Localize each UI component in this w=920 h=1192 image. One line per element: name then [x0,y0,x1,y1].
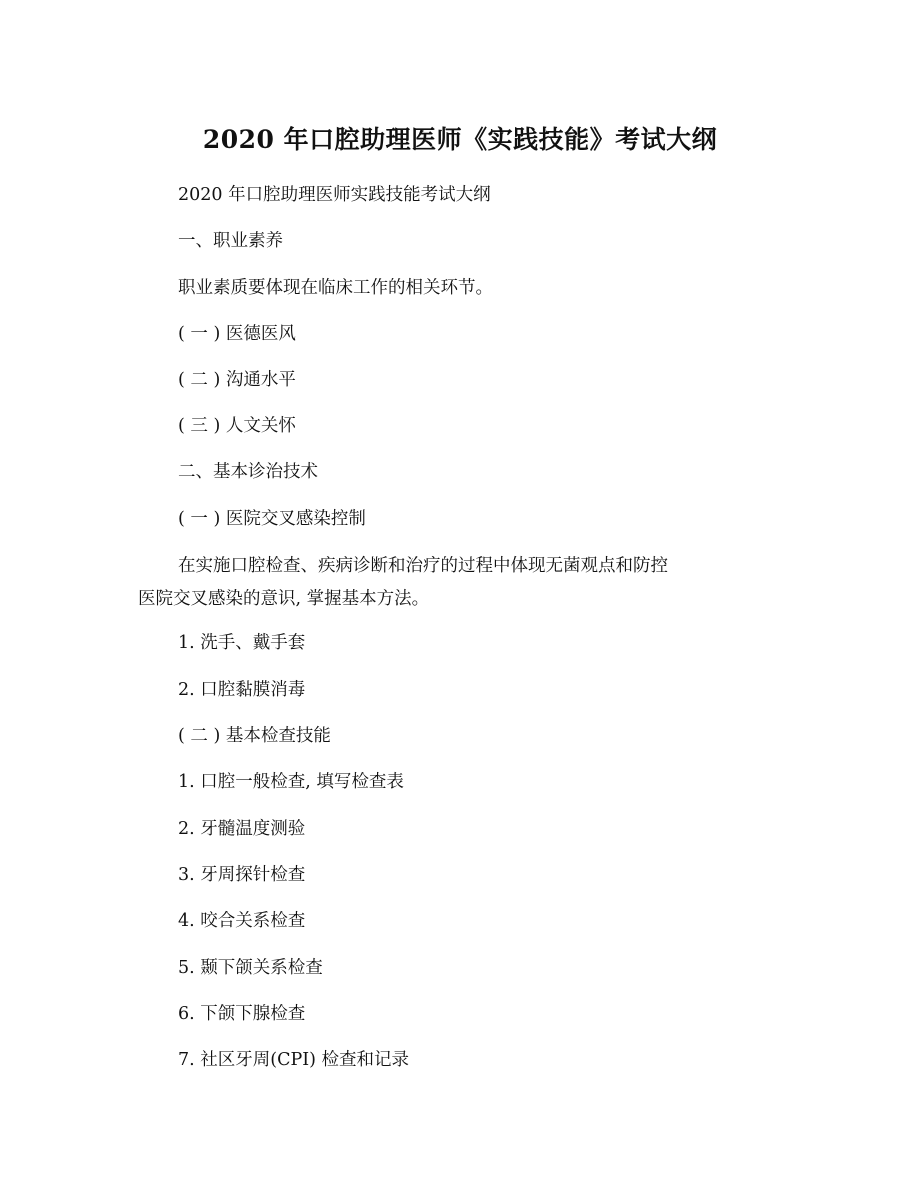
list-item: 2. 口腔黏膜消毒 [178,680,306,700]
list-item: 3. 牙周探针检查 [178,865,306,885]
section-heading-basic-techniques: 二、基本诊治技术 [178,462,318,482]
list-item: 2. 牙髓温度测验 [178,819,306,839]
professionalism-description: 职业素质要体现在临床工作的相关环节。 [178,278,493,298]
subsection-infection-control: ( 一 ) 医院交叉感染控制 [178,509,366,529]
list-item: 1. 洗手、戴手套 [178,633,306,653]
list-item: 7. 社区牙周(CPI) 检查和记录 [178,1050,410,1070]
paragraph-line: 在实施口腔检查、疾病诊断和治疗的过程中体现无菌观点和防控 [178,556,668,576]
subsection-humanistic-care: ( 三 ) 人文关怀 [178,416,296,436]
subsection-communication: ( 二 ) 沟通水平 [178,370,296,390]
subsection-medical-ethics: ( 一 ) 医德医风 [178,324,296,344]
infection-control-paragraph [138,550,788,616]
document-title: 2020 年口腔助理医师《实践技能》考试大纲 [202,125,718,154]
list-item: 5. 颞下颌关系检查 [178,958,323,978]
document-subtitle: 2020 年口腔助理医师实践技能考试大纲 [178,185,491,205]
paragraph-line: 医院交叉感染的意识, 掌握基本方法。 [138,589,430,609]
list-item: 6. 下颌下腺检查 [178,1004,306,1024]
section-heading-professionalism: 一、职业素养 [178,231,283,251]
list-item: 1. 口腔一般检查, 填写检查表 [178,772,404,792]
list-item: 4. 咬合关系检查 [178,911,306,931]
subsection-basic-exam-skills: ( 二 ) 基本检查技能 [178,726,331,746]
